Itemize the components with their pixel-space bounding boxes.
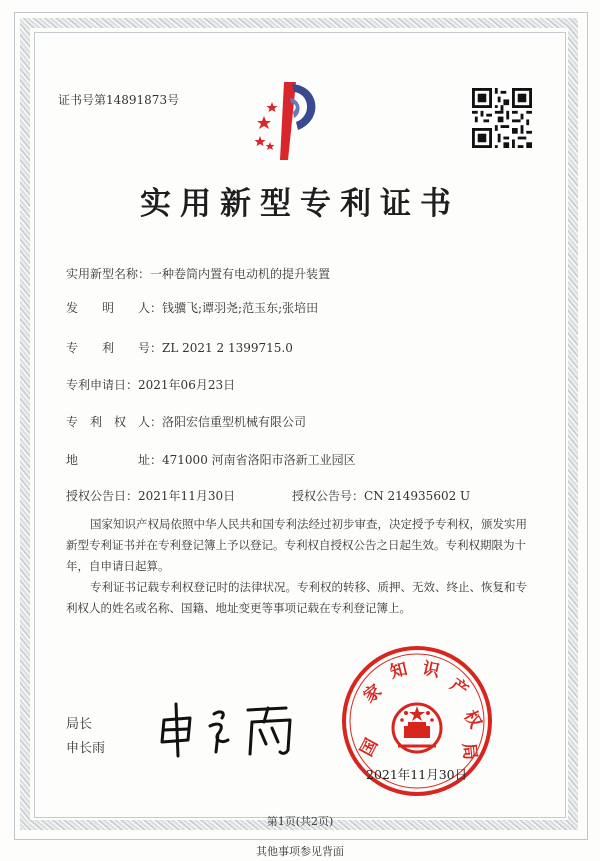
svg-text:产: 产 — [446, 674, 472, 702]
svg-text:国: 国 — [356, 735, 383, 760]
svg-text:知: 知 — [388, 659, 410, 683]
grant-date-value: 2021年11月30日 — [138, 489, 236, 503]
national-emblem-icon — [393, 704, 441, 752]
grant-number-label: 授权公告号： — [292, 489, 365, 503]
grant-number-value: CN 214935602 U — [364, 489, 471, 503]
utility-model-name-value: 一种卷筒内置有电动机的提升装置 — [150, 267, 331, 281]
body-paragraph-1: 国家知识产权局依照中华人民共和国专利法经过初步审查，决定授予专利权，颁发实用新型专利证书并在专利登记簿上予以登记。专利权自授权公告之日起生效。专利权期限为十年，自申请日起算。 — [66, 517, 527, 573]
svg-text:家: 家 — [360, 680, 386, 708]
body-paragraph-2: 专利证书记载专利权登记时的法律状况。专利权的转移、质押、无效、终止、恢复和专利权人的姓名或名称、国籍、地址变更等事项记载在专利登记簿上。 — [66, 580, 527, 615]
patent-number-label: 专 利 号： — [66, 341, 163, 355]
grant-date-label: 授权公告日： — [66, 489, 139, 503]
patentee-value: 洛阳宏信重型机械有限公司 — [162, 415, 307, 429]
svg-text:局: 局 — [458, 741, 480, 761]
field-utility-model-name — [66, 265, 330, 282]
field-inventors — [66, 299, 318, 316]
patentee-label: 专 利 权 人： — [66, 415, 163, 429]
inventors-value: 钱骥飞;谭羽尧;范玉东;张培田 — [162, 301, 319, 315]
filing-date-label: 专利申请日： — [66, 378, 139, 392]
svg-text:权: 权 — [459, 707, 486, 732]
field-grant-date — [66, 487, 235, 504]
svg-text:识: 识 — [420, 658, 442, 682]
address-label: 地 址： — [66, 453, 163, 467]
qr-code-icon — [472, 88, 532, 148]
page-info: 第1页(共2页) — [266, 815, 334, 828]
director-name: 申长雨 — [66, 741, 106, 756]
field-filing-date — [66, 376, 235, 393]
filing-date-value: 2021年06月23日 — [138, 378, 236, 392]
field-patentee — [66, 413, 306, 430]
patent-office-logo-icon — [254, 78, 326, 164]
seal-date: 2021年11月30日 — [366, 767, 468, 782]
director-title: 局长 — [66, 717, 93, 732]
patent-number-value: ZL 2021 2 1399715.0 — [162, 341, 293, 355]
certificate-number: 证书号第14891873号 — [58, 93, 180, 107]
handwritten-signature — [156, 700, 306, 760]
inventors-label: 发 明 人： — [66, 301, 163, 315]
address-value: 471000 河南省洛阳市洛新工业园区 — [162, 453, 356, 467]
field-address — [66, 451, 356, 468]
back-note: 其他事项参见背面 — [256, 845, 344, 858]
field-grant-number — [292, 487, 470, 504]
certificate-title: 实用新型专利证书 — [140, 186, 460, 222]
utility-model-name-label: 实用新型名称： — [66, 267, 151, 281]
field-patent-number — [66, 339, 293, 356]
